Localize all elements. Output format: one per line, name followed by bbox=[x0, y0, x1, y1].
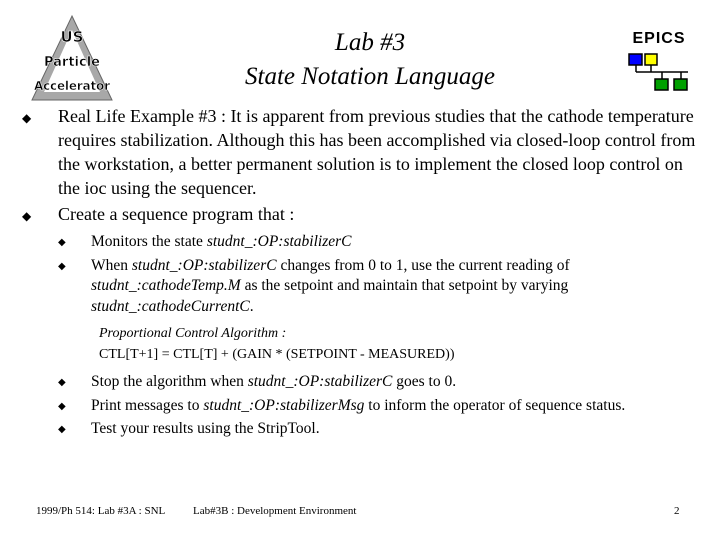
svg-text:Particle: Particle bbox=[43, 55, 101, 70]
sub-bullet-text: Monitors the state bbox=[91, 233, 207, 250]
sub-bullet-item bbox=[58, 419, 702, 440]
sub-bullet-text: Print messages to bbox=[91, 396, 204, 414]
sub-bullet-item bbox=[58, 396, 702, 417]
diamond-bullet-icon: ◆ bbox=[58, 237, 66, 248]
diamond-bullet-icon: ◆ bbox=[58, 424, 66, 435]
algorithm-formula: CTL[T+1] = CTL[T] + (GAIN * (SETPOINT - MEASURED)) bbox=[99, 347, 455, 362]
network-diagram-icon bbox=[626, 52, 692, 92]
bullet-text: Create a sequence program that : bbox=[58, 204, 295, 224]
pv-name: studnt_:OP:stabilizerC bbox=[206, 233, 352, 250]
sub-bullet-text: goes to 0. bbox=[392, 373, 457, 390]
sub-bullet-item bbox=[58, 232, 702, 253]
sub-bullet-text: Test your results using the StripTool. bbox=[91, 420, 320, 437]
sub-bullet-text: changes from 0 to 1, use the current reading of bbox=[276, 256, 570, 274]
diamond-bullet-icon: ◆ bbox=[58, 400, 66, 412]
diamond-bullet-icon: ◆ bbox=[58, 377, 66, 388]
epics-logo bbox=[626, 30, 692, 92]
pv-name: studnt_:cathodeTemp.M bbox=[91, 277, 241, 294]
slide-body bbox=[22, 104, 702, 440]
svg-text:Accelerator: Accelerator bbox=[34, 79, 110, 93]
pv-name: studnt_:OP:stabilizerMsg bbox=[203, 396, 365, 414]
svg-text:US: US bbox=[60, 28, 84, 46]
sub-bullet-text: Stop the algorithm when bbox=[91, 373, 248, 390]
bullet-item bbox=[22, 202, 702, 226]
footer-left: 1999/Ph 514: Lab #3A : SNL bbox=[36, 505, 166, 517]
title-line-1: Lab #3 bbox=[334, 29, 406, 56]
page-number: 2 bbox=[674, 505, 680, 517]
bullet-text: Real Life Example #3 : It is apparent from previous studies that the cathode temperature requires stabilization. Although this has been accomplished via closed-loop control from the workstation, a better permanent solution is to implement the closed loop control on the ioc using the sequencer. bbox=[58, 106, 696, 198]
algorithm-block bbox=[99, 323, 702, 365]
sub-bullet-list bbox=[22, 232, 702, 440]
sub-bullet-text: . bbox=[249, 297, 254, 315]
diamond-bullet-icon: ◆ bbox=[58, 260, 66, 272]
sub-bullet-item bbox=[58, 372, 702, 393]
title-line-2: State Notation Language bbox=[245, 63, 495, 90]
epics-label: EPICS bbox=[632, 30, 686, 47]
pv-name: studnt_:cathodeCurrentC bbox=[91, 297, 250, 315]
sub-bullet-text: When bbox=[91, 256, 132, 274]
footer-middle: Lab#3B : Development Environment bbox=[193, 505, 357, 517]
pv-name: studnt_:OP:stabilizerC bbox=[247, 373, 393, 390]
diamond-bullet-icon: ◆ bbox=[22, 111, 32, 125]
slide-title bbox=[180, 26, 560, 94]
sub-bullet-text: as the setpoint and maintain that setpoint by varying bbox=[240, 277, 569, 294]
us-particle-accelerator-logo bbox=[30, 14, 114, 104]
algorithm-title: Proportional Control Algorithm : bbox=[99, 326, 287, 341]
pv-name: studnt_:OP:stabilizerC bbox=[131, 256, 277, 274]
bullet-item bbox=[22, 104, 702, 200]
sub-bullet-text: to inform the operator of sequence status. bbox=[364, 396, 626, 414]
diamond-bullet-icon: ◆ bbox=[22, 209, 32, 223]
sub-bullet-item bbox=[58, 256, 702, 318]
